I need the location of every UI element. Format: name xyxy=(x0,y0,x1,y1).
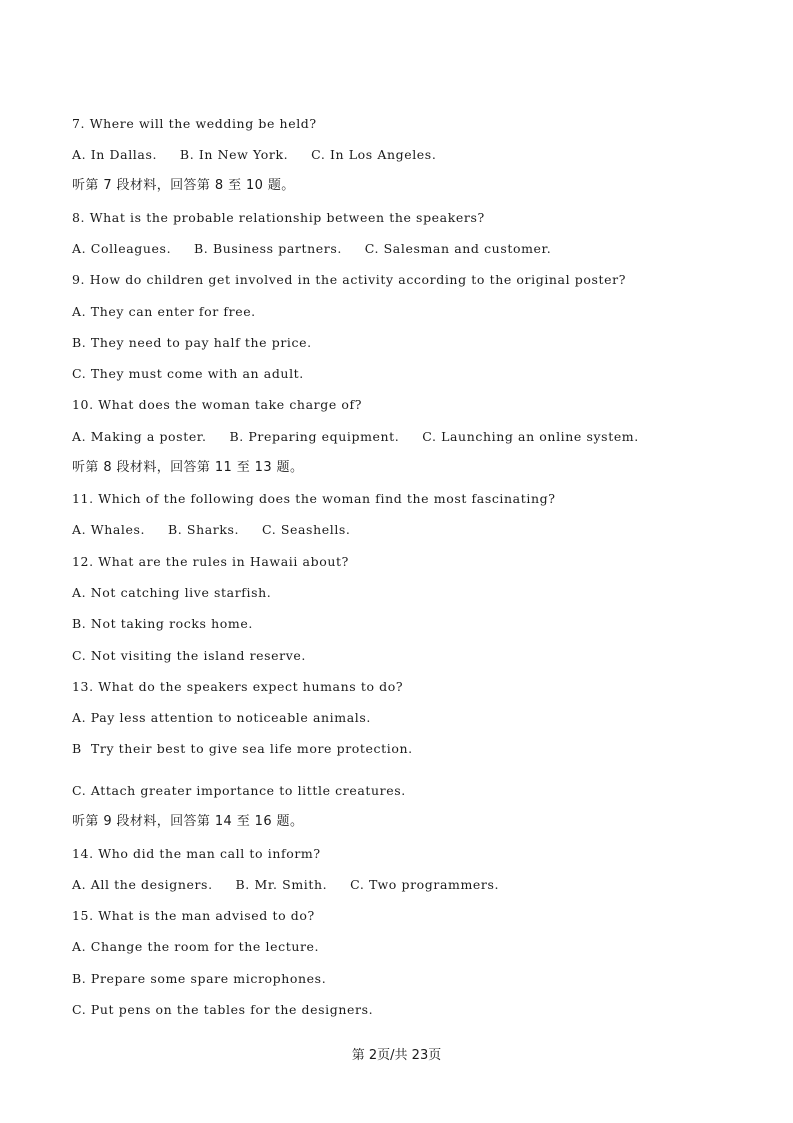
question-15-option-c: C. Put pens on the tables for the designers. xyxy=(72,1002,374,1017)
question-12-option-c: C. Not visiting the island reserve. xyxy=(72,648,306,663)
question-7: 7. Where will the wedding be held? xyxy=(72,116,317,131)
question-15-option-a: A. Change the room for the lecture. xyxy=(72,939,320,954)
question-8-options: A. Colleagues. B. Business partners. C. Salesman and customer. xyxy=(72,241,552,256)
section-heading-9: 听第 9 段材料，回答第 14 至 16 题。 xyxy=(72,814,304,829)
question-12-option-a: A. Not catching live starfish. xyxy=(72,585,272,600)
question-13-option-a: A. Pay less attention to noticeable animals. xyxy=(72,710,371,725)
question-7-options: A. In Dallas. B. In New York. C. In Los Angeles. xyxy=(72,147,437,162)
question-9-option-b: B. They need to pay half the price. xyxy=(72,335,312,350)
question-9-option-c: C. They must come with an adult. xyxy=(72,366,304,381)
question-12: 12. What are the rules in Hawaii about? xyxy=(72,554,349,569)
question-12-option-b: B. Not taking rocks home. xyxy=(72,616,253,631)
page-number-footer: 第 2页/共 23页 xyxy=(351,1048,442,1063)
question-9-option-a: A. They can enter for free. xyxy=(72,304,256,319)
question-13-option-b: B Try their best to give sea life more protection. xyxy=(72,741,413,756)
section-heading-8: 听第 8 段材料，回答第 11 至 13 题。 xyxy=(72,460,304,475)
question-11-options: A. Whales. B. Sharks. C. Seashells. xyxy=(72,522,351,537)
question-10: 10. What does the woman take charge of? xyxy=(72,397,363,412)
question-15-option-b: B. Prepare some spare microphones. xyxy=(72,971,327,986)
question-13: 13. What do the speakers expect humans to do? xyxy=(72,679,404,694)
question-9: 9. How do children get involved in the activity according to the original poster? xyxy=(72,272,627,287)
question-11: 11. Which of the following does the woman find the most fascinating? xyxy=(72,491,556,506)
question-14: 14. Who did the man call to inform? xyxy=(72,846,321,861)
question-10-options: A. Making a poster. B. Preparing equipment. C. Launching an online system. xyxy=(72,429,639,444)
question-15: 15. What is the man advised to do? xyxy=(72,908,315,923)
question-14-options: A. All the designers. B. Mr. Smith. C. Two programmers. xyxy=(72,877,500,892)
question-8: 8. What is the probable relationship between the speakers? xyxy=(72,210,485,225)
section-heading-7: 听第 7 段材料，回答第 8 至 10 题。 xyxy=(72,178,295,193)
question-13-option-c: C. Attach greater importance to little creatures. xyxy=(72,783,406,798)
